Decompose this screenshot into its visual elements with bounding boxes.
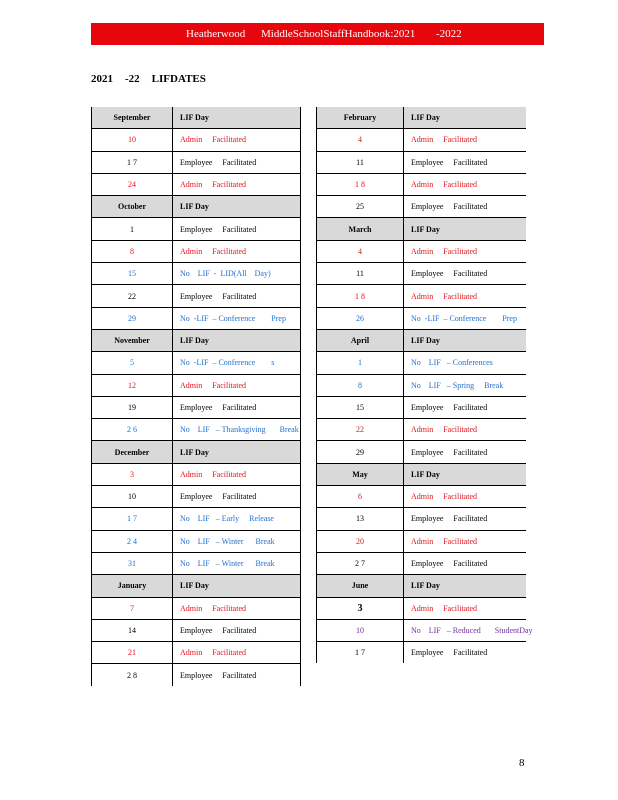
month-header-row [92, 575, 301, 597]
lif-type-cell: Admin Facilitated [173, 463, 301, 485]
table-row [92, 307, 301, 329]
date-cell: 25 [317, 196, 404, 218]
date-cell: 10 [92, 129, 173, 151]
lif-type-cell: Employee Facilitated [404, 441, 527, 463]
table-row [92, 463, 301, 485]
month-name: February [317, 107, 404, 129]
table-row [317, 240, 527, 262]
header-banner [91, 23, 544, 45]
lif-type-cell: No -LIF – Conference s [173, 352, 301, 374]
lif-day-header: LIF Day [173, 196, 301, 218]
month-name: May [317, 463, 404, 485]
date-cell: 24 [92, 173, 173, 195]
date-cell: 2 4 [92, 530, 173, 552]
date-cell: 6 [317, 486, 404, 508]
table-row [92, 285, 301, 307]
lif-day-header: LIF Day [173, 329, 301, 351]
table-row [317, 374, 527, 396]
table-row [317, 530, 527, 552]
table-row [92, 374, 301, 396]
table-row [317, 597, 527, 619]
date-cell: 15 [92, 263, 173, 285]
date-cell: 12 [92, 374, 173, 396]
title-year-suffix: -22 [125, 73, 140, 85]
date-cell: 1 8 [317, 285, 404, 307]
table-row [92, 129, 301, 151]
table-row [317, 151, 527, 173]
month-header-row [92, 196, 301, 218]
date-cell: 10 [92, 486, 173, 508]
date-cell: 4 [317, 240, 404, 262]
month-header-row [317, 107, 527, 129]
table-row [317, 396, 527, 418]
date-cell: 2 8 [92, 664, 173, 686]
lif-type-cell: Admin Facilitated [404, 173, 527, 195]
table-row [92, 552, 301, 574]
lif-type-cell: Employee Facilitated [404, 396, 527, 418]
lif-type-cell: No LIF - LID(All Day) [173, 263, 301, 285]
date-cell: 3 [317, 597, 404, 619]
month-header-row [92, 107, 301, 129]
lif-type-cell: Employee Facilitated [411, 648, 488, 658]
date-cell: 21 [92, 642, 173, 664]
lif-type-cell: No LIF – Early Release [173, 508, 301, 530]
lif-dates-table-right [316, 107, 533, 663]
lif-type-cell: Admin Facilitated [173, 597, 301, 619]
date-cell: 3 [92, 463, 173, 485]
lif-type-cell: Admin Facilitated [173, 642, 301, 664]
month-name: March [317, 218, 404, 240]
lif-day-header: LIF Day [404, 218, 527, 240]
date-cell: 4 [317, 129, 404, 151]
lif-type-cell: Admin Facilitated [173, 374, 301, 396]
date-cell: 29 [317, 441, 404, 463]
date-cell: 11 [317, 263, 404, 285]
month-name: June [317, 575, 404, 597]
lif-type-cell: Admin Facilitated [404, 129, 527, 151]
table-row [317, 508, 527, 530]
table-row [92, 352, 301, 374]
lif-day-header: LIF Day [404, 463, 527, 485]
date-cell: 26 [317, 307, 404, 329]
lif-type-cell: Admin Facilitated [404, 486, 527, 508]
lif-type-cell: Admin Facilitated [173, 240, 301, 262]
table-row [317, 129, 527, 151]
date-cell: 1 8 [317, 173, 404, 195]
date-cell: 1 7 [92, 508, 173, 530]
table-row [317, 307, 527, 329]
lif-type-cell: No LIF – Reduced StudentDay [404, 619, 527, 641]
date-cell: 8 [317, 374, 404, 396]
lif-type-cell: Employee Facilitated [180, 670, 257, 680]
month-header-row [92, 329, 301, 351]
date-cell: 15 [317, 396, 404, 418]
date-cell: 5 [92, 352, 173, 374]
handbook-title: MiddleSchoolStaffHandbook:2021 [261, 28, 416, 40]
school-name: Heatherwood [186, 28, 246, 40]
month-name: November [92, 329, 173, 351]
table-row [92, 486, 301, 508]
table-row [92, 508, 301, 530]
date-cell: 2 7 [317, 552, 404, 574]
lif-type-cell: Admin Facilitated [173, 129, 301, 151]
date-cell: 31 [92, 552, 173, 574]
lif-type-cell: Employee Facilitated [173, 285, 301, 307]
lif-type-cell: Admin Facilitated [404, 285, 527, 307]
table-row [317, 285, 527, 307]
lif-type-cell: Admin Facilitated [173, 173, 301, 195]
lif-type-cell: Admin Facilitated [404, 240, 527, 262]
table-row [317, 552, 527, 574]
lif-type-cell: No LIF – Conferences [404, 352, 527, 374]
lif-type-cell: Employee Facilitated [404, 151, 527, 173]
table-row [92, 664, 301, 686]
lif-type-cell: Admin Facilitated [404, 597, 527, 619]
month-name: October [92, 196, 173, 218]
lif-type-cell: Employee Facilitated [173, 619, 301, 641]
title-year: 2021 [91, 73, 113, 85]
table-row [317, 441, 527, 463]
table-row [92, 530, 301, 552]
table-row [92, 240, 301, 262]
lif-type-cell: No -LIF – Conference Prep [404, 307, 527, 329]
lif-type-cell: Employee Facilitated [404, 263, 527, 285]
table-row [317, 352, 527, 374]
lif-type-cell: Employee Facilitated [173, 396, 301, 418]
month-name: September [92, 107, 173, 129]
lif-day-header: LIF Day [404, 107, 527, 129]
month-header-row [317, 575, 527, 597]
month-header-row [317, 463, 527, 485]
lif-type-cell: Employee Facilitated [404, 196, 527, 218]
date-cell: 1 [92, 218, 173, 240]
lif-type-cell: Admin Facilitated [404, 530, 527, 552]
lif-day-header: LIF Day [404, 575, 527, 597]
page-title [91, 73, 218, 85]
table-row [92, 597, 301, 619]
date-cell: 11 [317, 151, 404, 173]
lif-type-cell: No LIF – Winter Break [173, 530, 301, 552]
date-cell: 20 [317, 530, 404, 552]
table-row [92, 151, 301, 173]
date-cell: 22 [317, 419, 404, 441]
table-row [92, 396, 301, 418]
lif-type-cell: Employee Facilitated [173, 151, 301, 173]
table-row [92, 263, 301, 285]
lif-type-cell: Employee Facilitated [173, 486, 301, 508]
lif-type-cell: Employee Facilitated [173, 218, 301, 240]
date-cell: 22 [92, 285, 173, 307]
handbook-year-end: -2022 [436, 28, 462, 40]
lif-type-cell: Employee Facilitated [404, 552, 527, 574]
date-cell: 14 [92, 619, 173, 641]
date-cell: 2 6 [92, 419, 173, 441]
table-row [317, 173, 527, 195]
month-header-row [92, 441, 301, 463]
table-row [317, 486, 527, 508]
date-cell: 19 [92, 396, 173, 418]
table-row [317, 619, 527, 641]
table-row [317, 263, 527, 285]
table-row [92, 419, 301, 441]
table-row [92, 218, 301, 240]
month-header-row [317, 218, 527, 240]
lif-day-header: LIF Day [173, 575, 301, 597]
lif-type-cell: Admin Facilitated [404, 419, 527, 441]
date-cell: 1 [317, 352, 404, 374]
table-row [92, 642, 301, 664]
month-name: April [317, 329, 404, 351]
lif-type-cell: No LIF – Winter Break [173, 552, 301, 574]
lif-day-header: LIF Day [404, 329, 527, 351]
date-cell: 7 [92, 597, 173, 619]
lif-type-cell: No -LIF – Conference Prep [173, 307, 301, 329]
table-row [92, 173, 301, 195]
month-name: December [92, 441, 173, 463]
title-text: LIFDATES [151, 73, 206, 85]
lif-type-cell: No LIF – Spring Break [404, 374, 527, 396]
lif-day-header: LIF Day [173, 441, 301, 463]
date-cell: 10 [317, 619, 404, 641]
table-row [317, 419, 527, 441]
date-cell: 1 7 [92, 151, 173, 173]
lif-dates-table-left [91, 107, 301, 686]
date-cell: 8 [92, 240, 173, 262]
page-number: 8 [519, 757, 525, 769]
lif-type-cell: No LIF – Thanksgiving Break [173, 419, 301, 441]
table-row [317, 642, 527, 664]
table-row [317, 196, 527, 218]
date-cell: 1 7 [317, 642, 404, 664]
date-cell: 13 [317, 508, 404, 530]
table-row [92, 619, 301, 641]
date-cell: 29 [92, 307, 173, 329]
lif-day-header: LIF Day [173, 107, 301, 129]
month-name: January [92, 575, 173, 597]
month-header-row [317, 329, 527, 351]
lif-type-cell: Employee Facilitated [404, 508, 527, 530]
